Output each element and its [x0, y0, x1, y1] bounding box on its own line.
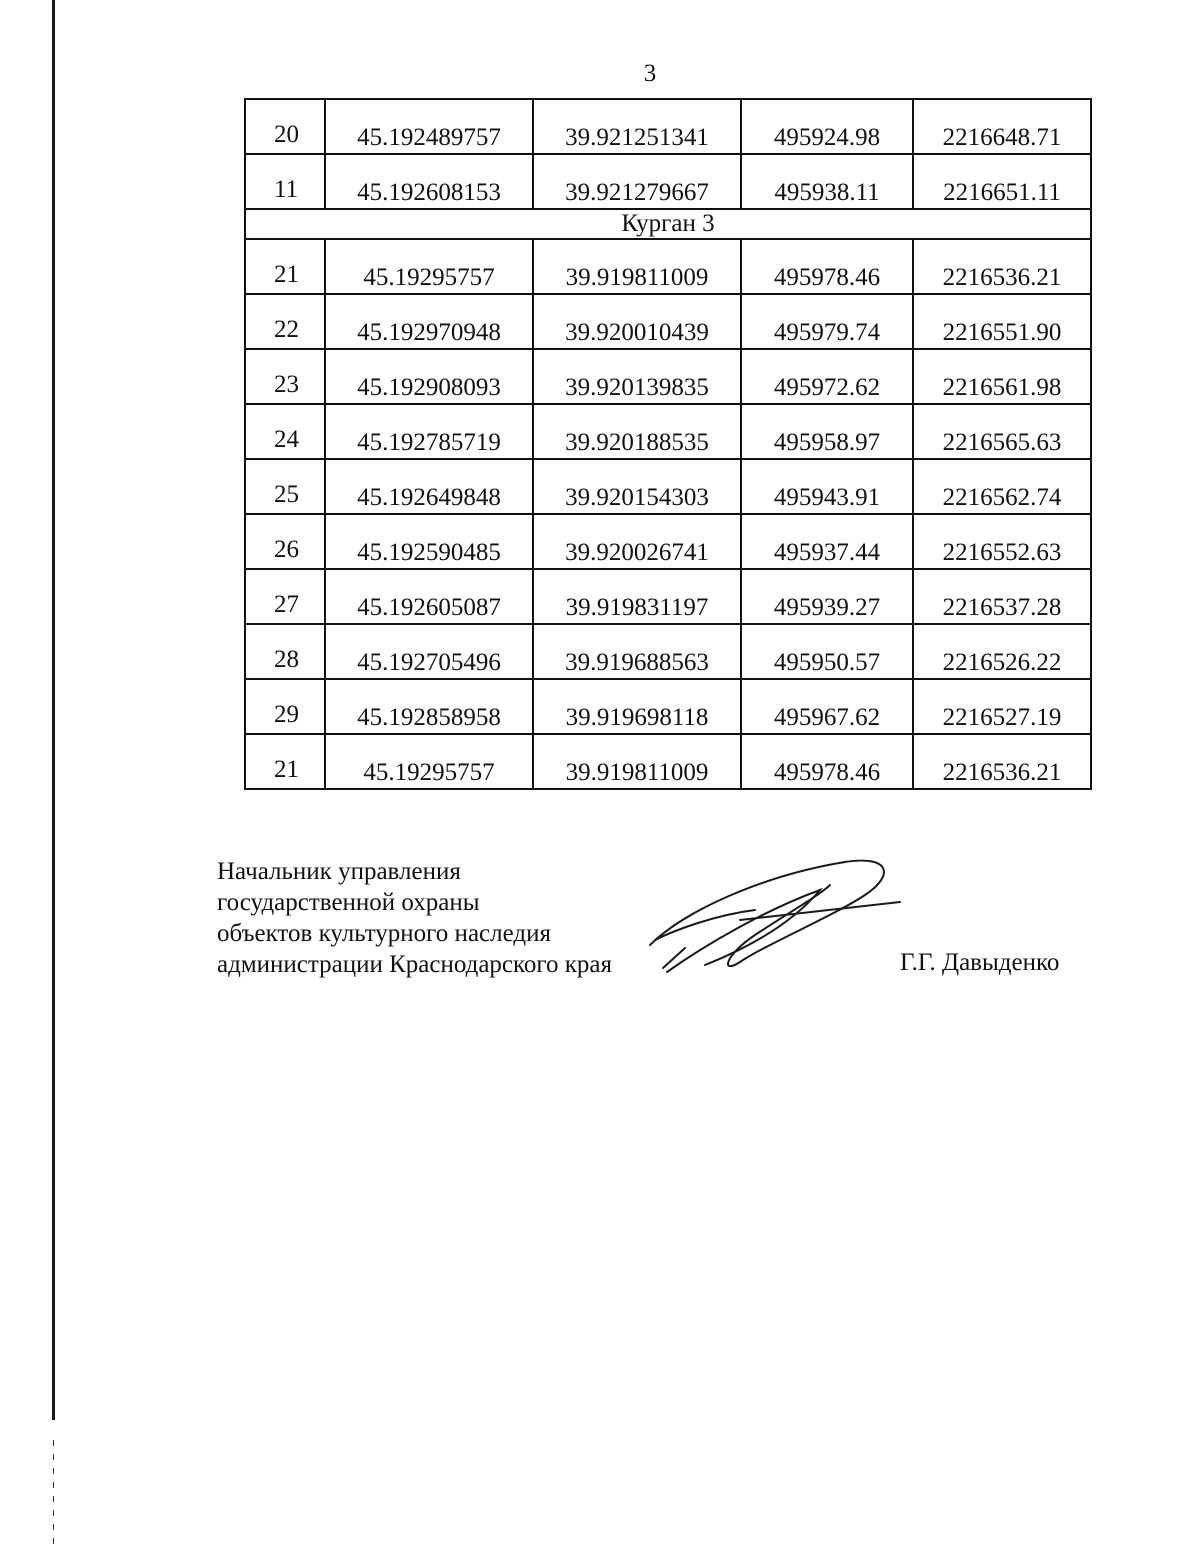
table-row	[245, 99, 1091, 154]
latitude-cell: 45.19295757	[325, 734, 533, 789]
x-coordinate-cell: 495978.46	[741, 734, 913, 789]
position-line: объектов культурного наследия	[217, 920, 551, 947]
x-coordinate-cell: 495924.98	[741, 99, 913, 154]
table-row	[245, 154, 1091, 209]
y-coordinate-cell: 2216648.71	[913, 99, 1091, 154]
point-number-cell: 21	[245, 734, 325, 789]
signer-name: Г.Г. Давыденко	[900, 949, 1060, 976]
scan-edge-line	[52, 0, 55, 1420]
x-coordinate-cell: 495972.62	[741, 349, 913, 404]
x-coordinate-cell: 495939.27	[741, 569, 913, 624]
y-coordinate-cell: 2216526.22	[913, 624, 1091, 679]
longitude-cell: 39.919698118	[533, 679, 741, 734]
point-number-cell: 21	[245, 239, 325, 294]
longitude-cell: 39.920154303	[533, 459, 741, 514]
table-row	[245, 404, 1091, 459]
table-row	[245, 459, 1091, 514]
x-coordinate-cell: 495958.97	[741, 404, 913, 459]
longitude-cell: 39.921279667	[533, 154, 741, 209]
position-line: государственной охраны	[217, 889, 480, 916]
table-row	[245, 569, 1091, 624]
longitude-cell: 39.919811009	[533, 239, 741, 294]
x-coordinate-cell: 495950.57	[741, 624, 913, 679]
latitude-cell: 45.192908093	[325, 349, 533, 404]
point-number-cell: 20	[245, 99, 325, 154]
y-coordinate-cell: 2216536.21	[913, 239, 1091, 294]
table-row	[245, 734, 1091, 789]
point-number-cell: 11	[245, 154, 325, 209]
table-row	[245, 294, 1091, 349]
y-coordinate-cell: 2216565.63	[913, 404, 1091, 459]
latitude-cell: 45.192590485	[325, 514, 533, 569]
longitude-cell: 39.919831197	[533, 569, 741, 624]
group-title: Курган 3	[245, 209, 1091, 239]
table-row	[245, 514, 1091, 569]
x-coordinate-cell: 495937.44	[741, 514, 913, 569]
x-coordinate-cell: 495967.62	[741, 679, 913, 734]
point-number-cell: 28	[245, 624, 325, 679]
handwritten-signature	[645, 850, 905, 980]
x-coordinate-cell: 495978.46	[741, 239, 913, 294]
table-row	[245, 624, 1091, 679]
point-number-cell: 22	[245, 294, 325, 349]
latitude-cell: 45.192605087	[325, 569, 533, 624]
longitude-cell: 39.921251341	[533, 99, 741, 154]
longitude-cell: 39.920139835	[533, 349, 741, 404]
latitude-cell: 45.19295757	[325, 239, 533, 294]
page-number: 3	[643, 60, 657, 87]
point-number-cell: 29	[245, 679, 325, 734]
longitude-cell: 39.920010439	[533, 294, 741, 349]
point-number-cell: 26	[245, 514, 325, 569]
longitude-cell: 39.919811009	[533, 734, 741, 789]
latitude-cell: 45.192970948	[325, 294, 533, 349]
latitude-cell: 45.192608153	[325, 154, 533, 209]
y-coordinate-cell: 2216551.90	[913, 294, 1091, 349]
y-coordinate-cell: 2216562.74	[913, 459, 1091, 514]
longitude-cell: 39.920188535	[533, 404, 741, 459]
point-number-cell: 24	[245, 404, 325, 459]
x-coordinate-cell: 495943.91	[741, 459, 913, 514]
position-line: Начальник управления	[217, 858, 461, 885]
point-number-cell: 23	[245, 349, 325, 404]
latitude-cell: 45.192489757	[325, 99, 533, 154]
y-coordinate-cell: 2216536.21	[913, 734, 1091, 789]
longitude-cell: 39.920026741	[533, 514, 741, 569]
coordinates-table	[244, 98, 1092, 790]
table-row	[245, 679, 1091, 734]
x-coordinate-cell: 495979.74	[741, 294, 913, 349]
y-coordinate-cell: 2216527.19	[913, 679, 1091, 734]
latitude-cell: 45.192649848	[325, 459, 533, 514]
table-group-header	[245, 209, 1091, 239]
y-coordinate-cell: 2216651.11	[913, 154, 1091, 209]
y-coordinate-cell: 2216537.28	[913, 569, 1091, 624]
table-body-top	[245, 99, 1091, 209]
y-coordinate-cell: 2216561.98	[913, 349, 1091, 404]
point-number-cell: 27	[245, 569, 325, 624]
y-coordinate-cell: 2216552.63	[913, 514, 1091, 569]
signatory-position	[217, 856, 612, 980]
position-line: администрации Краснодарского края	[217, 951, 613, 978]
table-body-group	[245, 239, 1091, 789]
latitude-cell: 45.192858958	[325, 679, 533, 734]
table-row	[245, 349, 1091, 404]
scan-edge-line-lower	[53, 1440, 54, 1550]
latitude-cell: 45.192785719	[325, 404, 533, 459]
point-number-cell: 25	[245, 459, 325, 514]
group-title-row	[245, 209, 1091, 239]
latitude-cell: 45.192705496	[325, 624, 533, 679]
longitude-cell: 39.919688563	[533, 624, 741, 679]
x-coordinate-cell: 495938.11	[741, 154, 913, 209]
table-row	[245, 239, 1091, 294]
